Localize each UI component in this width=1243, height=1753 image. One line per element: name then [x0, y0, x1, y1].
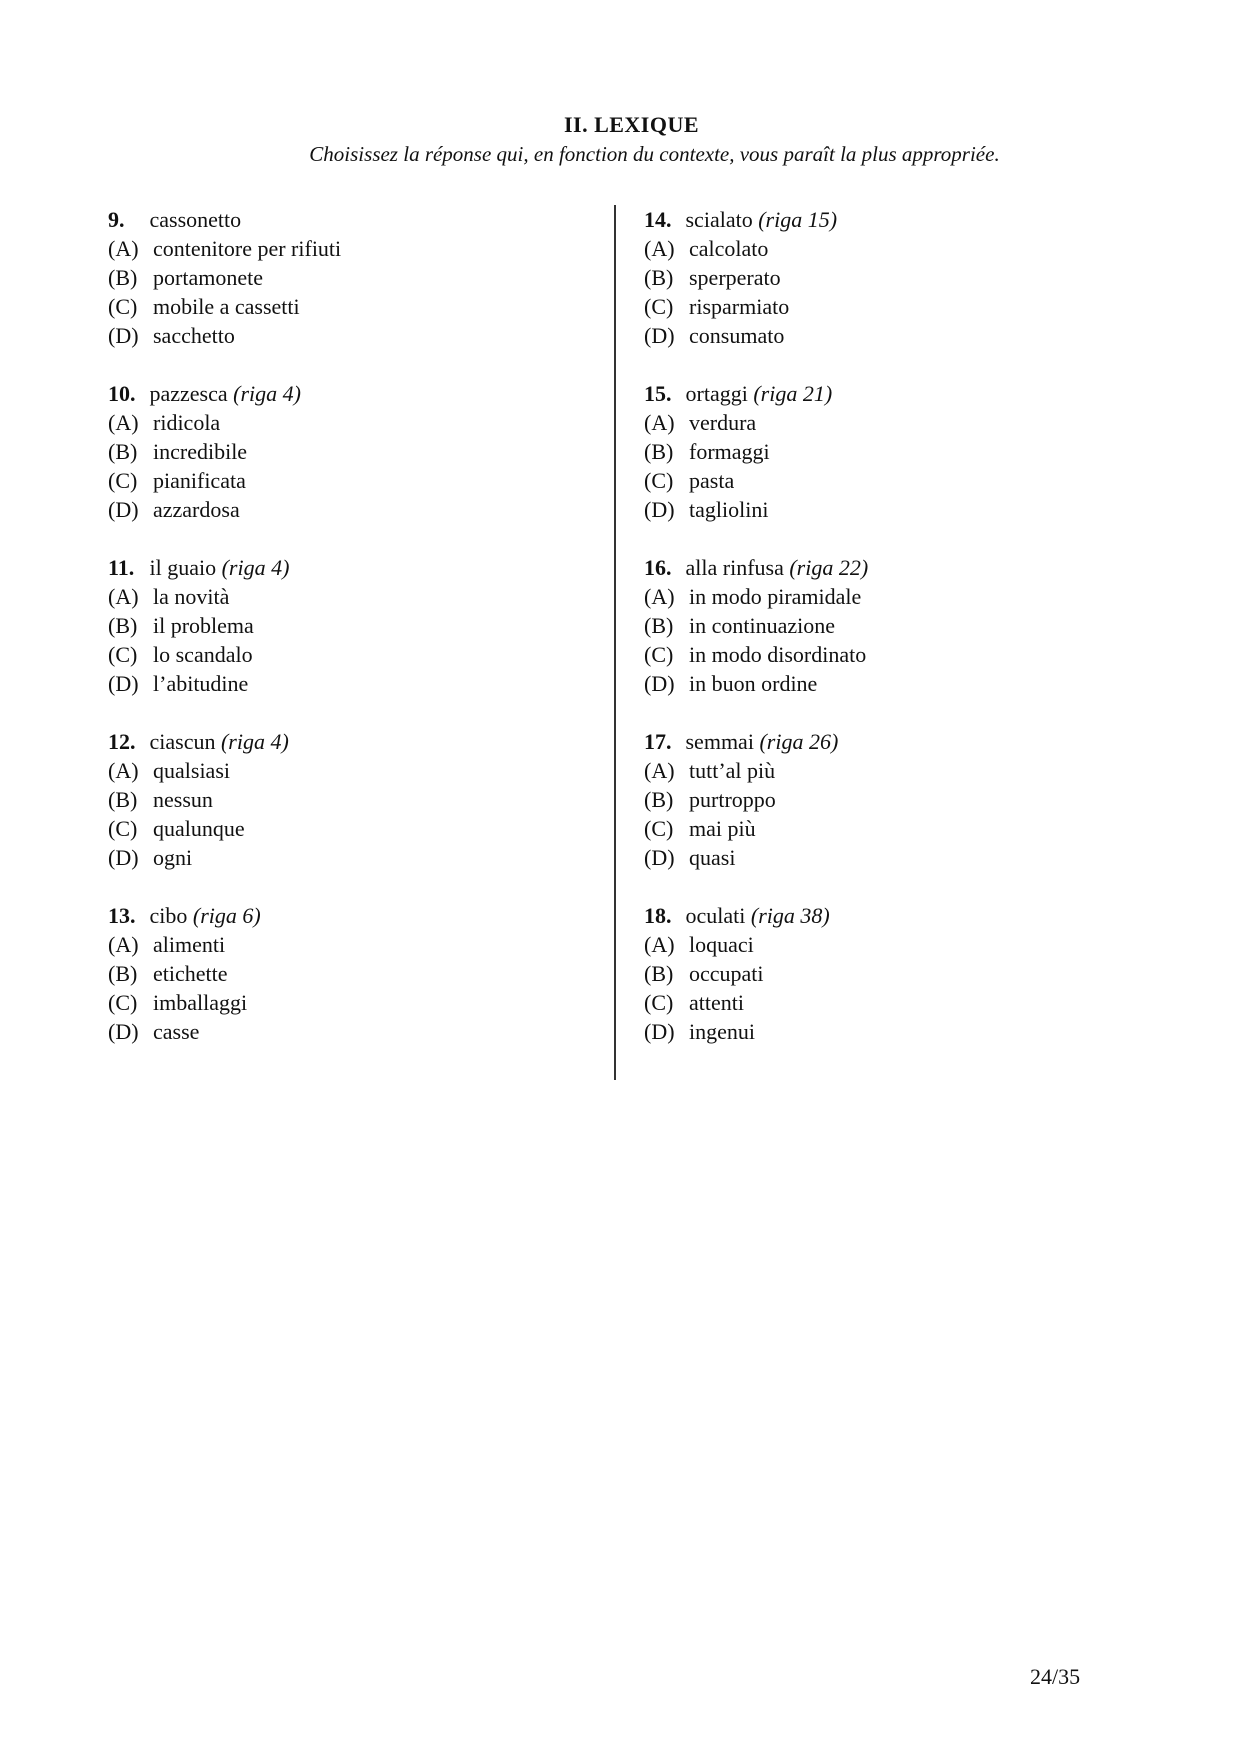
question-word: scialato — [685, 207, 753, 232]
line-reference: (riga 38) — [750, 903, 830, 928]
option-text: risparmiato — [689, 294, 790, 319]
line-reference: (riga 15) — [758, 207, 838, 232]
option-letter: (D) — [108, 323, 139, 348]
page-number: 24/35 — [1030, 1664, 1081, 1689]
question-11 — [108, 553, 341, 698]
option-text: portamonete — [153, 265, 263, 290]
question-word: semmai — [685, 729, 754, 754]
option-letter: (C) — [108, 990, 138, 1015]
option-letter: (A) — [108, 932, 139, 957]
option-d[interactable] — [644, 321, 868, 350]
option-d[interactable] — [644, 1017, 868, 1046]
option-letter: (C) — [108, 642, 138, 667]
question-line — [644, 205, 868, 234]
question-number: 16. — [644, 555, 672, 580]
option-b[interactable] — [644, 959, 868, 988]
option-c[interactable] — [108, 292, 341, 321]
question-number: 10. — [108, 381, 136, 406]
option-b[interactable] — [644, 263, 868, 292]
question-14 — [644, 205, 868, 350]
option-text: loquaci — [689, 932, 754, 957]
option-letter: (B) — [108, 787, 138, 812]
option-letter: (D) — [644, 845, 675, 870]
option-a[interactable] — [108, 234, 341, 263]
option-text: in modo disordinato — [689, 642, 867, 667]
question-line — [644, 379, 868, 408]
option-letter: (D) — [108, 671, 139, 696]
option-d[interactable] — [644, 495, 868, 524]
question-line — [108, 901, 341, 930]
option-letter: (A) — [644, 758, 675, 783]
option-text: l’abitudine — [153, 671, 249, 696]
option-b[interactable] — [644, 785, 868, 814]
option-text: consumato — [689, 323, 785, 348]
question-line — [644, 553, 868, 582]
option-letter: (B) — [644, 265, 674, 290]
option-letter: (A) — [644, 584, 675, 609]
option-text: tagliolini — [689, 497, 769, 522]
option-text: calcolato — [689, 236, 769, 261]
option-letter: (C) — [108, 468, 138, 493]
column-divider — [614, 205, 616, 1080]
option-d[interactable] — [108, 843, 341, 872]
option-text: ingenui — [689, 1019, 755, 1044]
line-reference: (riga 26) — [759, 729, 839, 754]
option-letter: (B) — [108, 265, 138, 290]
question-number: 11. — [108, 555, 135, 580]
option-d[interactable] — [108, 495, 341, 524]
question-line — [108, 553, 341, 582]
question-line — [644, 727, 868, 756]
option-letter: (C) — [644, 468, 674, 493]
question-number: 18. — [644, 903, 672, 928]
option-letter: (B) — [108, 439, 138, 464]
option-letter: (A) — [644, 410, 675, 435]
option-text: in continuazione — [689, 613, 836, 638]
option-text: verdura — [689, 410, 757, 435]
option-a[interactable] — [108, 408, 341, 437]
option-b[interactable] — [644, 437, 868, 466]
option-letter: (D) — [108, 1019, 139, 1044]
option-text: mobile a cassetti — [153, 294, 300, 319]
question-word: il guaio — [149, 555, 217, 580]
option-text: attenti — [689, 990, 744, 1015]
option-text: mai più — [689, 816, 756, 841]
option-letter: (A) — [644, 236, 675, 261]
question-word: cassonetto — [149, 207, 242, 232]
option-b[interactable] — [108, 611, 341, 640]
option-text: sacchetto — [153, 323, 235, 348]
option-text: etichette — [153, 961, 228, 986]
option-c[interactable] — [644, 466, 868, 495]
option-d[interactable] — [108, 321, 341, 350]
option-d[interactable] — [644, 669, 868, 698]
question-18 — [644, 901, 868, 1046]
question-number: 9. — [108, 207, 125, 232]
option-text: il problema — [153, 613, 254, 638]
option-d[interactable] — [108, 669, 341, 698]
question-word: cibo — [149, 903, 188, 928]
option-b[interactable] — [108, 437, 341, 466]
question-9 — [108, 205, 341, 350]
option-letter: (C) — [644, 990, 674, 1015]
option-c[interactable] — [108, 988, 341, 1017]
option-c[interactable] — [644, 292, 868, 321]
line-reference: (riga 6) — [192, 903, 261, 928]
option-text: alimenti — [153, 932, 226, 957]
option-text: in buon ordine — [689, 671, 818, 696]
option-letter: (D) — [644, 497, 675, 522]
right-column — [644, 205, 868, 1075]
option-text: qualunque — [153, 816, 245, 841]
option-letter: (A) — [108, 410, 139, 435]
option-text: occupati — [689, 961, 764, 986]
option-b[interactable] — [108, 959, 341, 988]
option-c[interactable] — [108, 814, 341, 843]
option-text: imballaggi — [153, 990, 248, 1015]
option-c[interactable] — [108, 640, 341, 669]
question-15 — [644, 379, 868, 524]
option-letter: (B) — [644, 439, 674, 464]
option-letter: (A) — [644, 932, 675, 957]
option-letter: (C) — [108, 294, 138, 319]
left-column — [108, 205, 341, 1075]
instructions: Choisissez la réponse qui, en fonction du contexte, vous paraît la plus appropriée. — [309, 142, 1000, 166]
question-word: alla rinfusa — [685, 555, 784, 580]
option-c[interactable] — [108, 466, 341, 495]
option-text: in modo piramidale — [689, 584, 862, 609]
option-letter: (C) — [644, 642, 674, 667]
option-text: tutt’al più — [689, 758, 776, 783]
question-number: 17. — [644, 729, 672, 754]
option-a[interactable] — [644, 930, 868, 959]
option-c[interactable] — [644, 814, 868, 843]
question-line — [108, 205, 341, 234]
question-word: oculati — [685, 903, 746, 928]
question-number: 14. — [644, 207, 672, 232]
option-letter: (A) — [108, 584, 139, 609]
line-reference: (riga 22) — [789, 555, 869, 580]
option-text: lo scandalo — [153, 642, 253, 667]
option-text: ogni — [153, 845, 193, 870]
option-letter: (B) — [644, 613, 674, 638]
option-a[interactable] — [108, 930, 341, 959]
option-letter: (C) — [108, 816, 138, 841]
option-letter: (B) — [644, 961, 674, 986]
option-letter: (A) — [108, 758, 139, 783]
option-text: formaggi — [689, 439, 770, 464]
option-text: contenitore per rifiuti — [153, 236, 342, 261]
option-text: qualsiasi — [153, 758, 230, 783]
question-10 — [108, 379, 341, 524]
option-letter: (A) — [108, 236, 139, 261]
option-text: sperperato — [689, 265, 781, 290]
option-b[interactable] — [108, 263, 341, 292]
option-text: purtroppo — [689, 787, 776, 812]
question-16 — [644, 553, 868, 698]
option-letter: (B) — [644, 787, 674, 812]
option-letter: (D) — [108, 845, 139, 870]
option-c[interactable] — [644, 988, 868, 1017]
question-line — [108, 379, 341, 408]
option-text: pianificata — [153, 468, 246, 493]
option-text: ridicola — [153, 410, 221, 435]
question-line — [644, 901, 868, 930]
question-word: ciascun — [149, 729, 216, 754]
option-letter: (B) — [108, 613, 138, 638]
option-text: casse — [153, 1019, 200, 1044]
option-a[interactable] — [644, 582, 868, 611]
option-b[interactable] — [108, 785, 341, 814]
question-number: 12. — [108, 729, 136, 754]
option-letter: (B) — [108, 961, 138, 986]
option-a[interactable] — [644, 408, 868, 437]
question-number: 15. — [644, 381, 672, 406]
section-title: II. LEXIQUE — [563, 112, 700, 137]
option-b[interactable] — [644, 611, 868, 640]
option-text: pasta — [689, 468, 735, 493]
option-letter: (D) — [644, 671, 675, 696]
option-text: azzardosa — [153, 497, 240, 522]
question-17 — [644, 727, 868, 872]
option-letter: (C) — [644, 816, 674, 841]
option-a[interactable] — [108, 582, 341, 611]
question-line — [108, 727, 341, 756]
question-number: 13. — [108, 903, 136, 928]
option-d[interactable] — [644, 843, 868, 872]
option-text: incredibile — [153, 439, 248, 464]
question-13 — [108, 901, 341, 1046]
question-12 — [108, 727, 341, 872]
option-letter: (D) — [108, 497, 139, 522]
section-header — [0, 112, 1243, 167]
option-letter: (D) — [644, 1019, 675, 1044]
line-reference: (riga 21) — [753, 381, 833, 406]
option-text: nessun — [153, 787, 213, 812]
option-d[interactable] — [108, 1017, 341, 1046]
line-reference: (riga 4) — [233, 381, 301, 406]
line-reference: (riga 4) — [220, 729, 289, 754]
option-a[interactable] — [108, 756, 341, 785]
option-a[interactable] — [644, 756, 868, 785]
option-text: la novità — [153, 584, 230, 609]
option-letter: (C) — [644, 294, 674, 319]
question-word: pazzesca — [149, 381, 228, 406]
line-reference: (riga 4) — [221, 555, 290, 580]
option-c[interactable] — [644, 640, 868, 669]
option-a[interactable] — [644, 234, 868, 263]
option-text: quasi — [689, 845, 736, 870]
question-word: ortaggi — [685, 381, 748, 406]
option-letter: (D) — [644, 323, 675, 348]
